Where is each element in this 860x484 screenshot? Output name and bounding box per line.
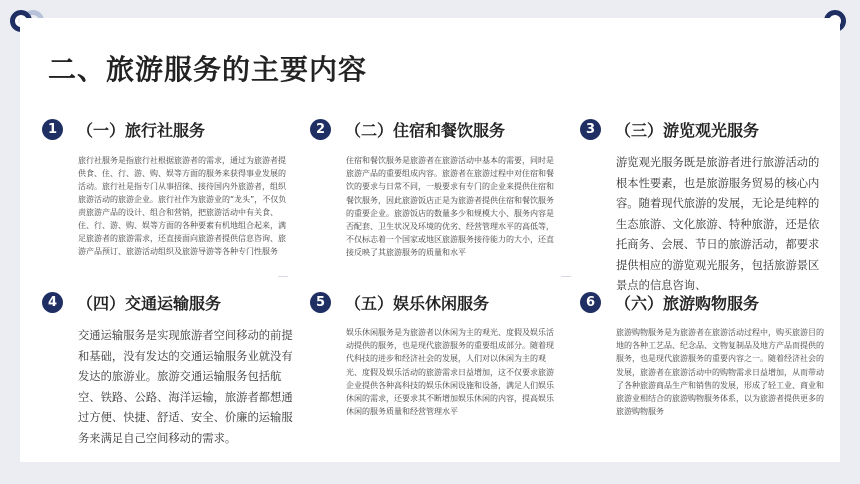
section-number-badge: 5: [310, 292, 331, 313]
section-heading: （三）游览观光服务: [615, 120, 760, 140]
section-lodging-dining: [310, 117, 560, 260]
section-transportation: [42, 290, 300, 449]
content-card: [20, 18, 840, 462]
section-sightseeing: [580, 117, 825, 292]
section-number-badge: 1: [42, 119, 63, 140]
section-header: [310, 117, 560, 141]
section-number-badge: 4: [42, 292, 63, 313]
section-number-badge: 6: [580, 292, 601, 313]
section-number-badge: 2: [310, 119, 331, 140]
section-heading: （五）娱乐休闲服务: [345, 293, 490, 313]
section-body: 住宿和餐饮服务是旅游者在旅游活动中基本的需要，同时是旅游产品的重要组成内容。旅游者在旅游过程中对住宿和餐饮的要求与日常不同，一般要求有专门的企业来提供住宿和餐饮服务，因此旅游饭店正是为旅游者提供住宿和餐饮服务的重要企业。旅游饭店的数量多少和规模大小、服务内容是否配套、卫生状况及环境的优劣、经营管理水平的高低等，不仅标志着一个国家或地区旅游服务接待能力的大小，还直接反映了其旅游服务的质量和水平: [346, 156, 554, 258]
divider: [561, 276, 571, 277]
section-body: 交通运输服务是实现旅游者空间移动的前提和基础，没有发达的交通运输服务业就没有发达的旅游业。旅游交通运输服务包括航空、铁路、公路、海洋运输，旅游者都想通过方便、快捷、舒适、安全、价廉的运输服务来满足自己空间移动的需求。: [78, 329, 293, 445]
section-body: 旅游购物服务是为旅游者在旅游活动过程中，购买旅游目的地的各种工艺品、纪念品、文物复制品及地方产品而提供的服务，也是现代旅游服务的重要内容之一。随着经济社会的发展，旅游者在旅游活动中的购物需求日益增加，从而带动了各种旅游商品生产和销售的发展，形成了轻工业、商业和旅游业相结合的旅游购物服务体系，以为旅游者提供更多的旅游购物服务: [616, 328, 824, 417]
section-header: [580, 290, 828, 314]
section-header: [580, 117, 825, 141]
section-body: 娱乐休闲服务是为旅游者以休闲为主的观光、度假及娱乐活动提供的服务，也是现代旅游服务的重要组成部分。随着现代科技的进步和经济社会的发展，人们对以休闲为主的观光、度假及娱乐活动的旅游需求日益增加，这不仅要求旅游企业提供各种高科技的娱乐休闲设施和设备，满足人们娱乐休闲的需求，还要求其不断增加娱乐休闲的内容，提高娱乐休闲的服务质量和经营管理水平: [346, 328, 554, 417]
section-header: [310, 290, 560, 314]
section-number-badge: 3: [580, 119, 601, 140]
section-heading: （一）旅行社服务: [77, 120, 206, 140]
section-heading: （六）旅游购物服务: [615, 293, 760, 313]
section-body: 游览观光服务既是旅游者进行旅游活动的根本性要素，也是旅游服务贸易的核心内容。随着现代旅游的发展，无论是纯粹的生态旅游、文化旅游、特种旅游，还是依托商务、会展、节日的旅游活动，都要求提供相应的游览观光服务，包括旅游景区景点的信息咨询、: [616, 156, 820, 292]
section-travel-agency: [42, 117, 287, 258]
section-heading: （四）交通运输服务: [77, 293, 222, 313]
section-header: [42, 117, 287, 141]
section-heading: （二）住宿和餐饮服务: [345, 120, 506, 140]
section-header: [42, 290, 300, 314]
divider: [278, 276, 288, 277]
page-title: 二、旅游服务的主要内容: [48, 53, 368, 86]
section-entertainment: [310, 290, 560, 418]
section-shopping: [580, 290, 828, 418]
section-body: 旅行社服务是指旅行社根据旅游者的需求，通过为旅游者提供食、住、行、游、购、娱等方面的服务来获得事业发展的活动。旅行社是指专门从事招徕、接待国内外旅游者，组织旅游活动的旅游企业。旅行社作为旅游业的“龙头”，不仅负责旅游产品的设计、组合和营销，把旅游活动中有关食、住、行、游、购、娱等方面的各种要素有机地组合起来，满足旅游者的旅游需求，还直接面向旅游者提供信息咨询、旅游产品预订、旅游活动组织及旅游导游等各种专门性服务: [78, 156, 287, 256]
